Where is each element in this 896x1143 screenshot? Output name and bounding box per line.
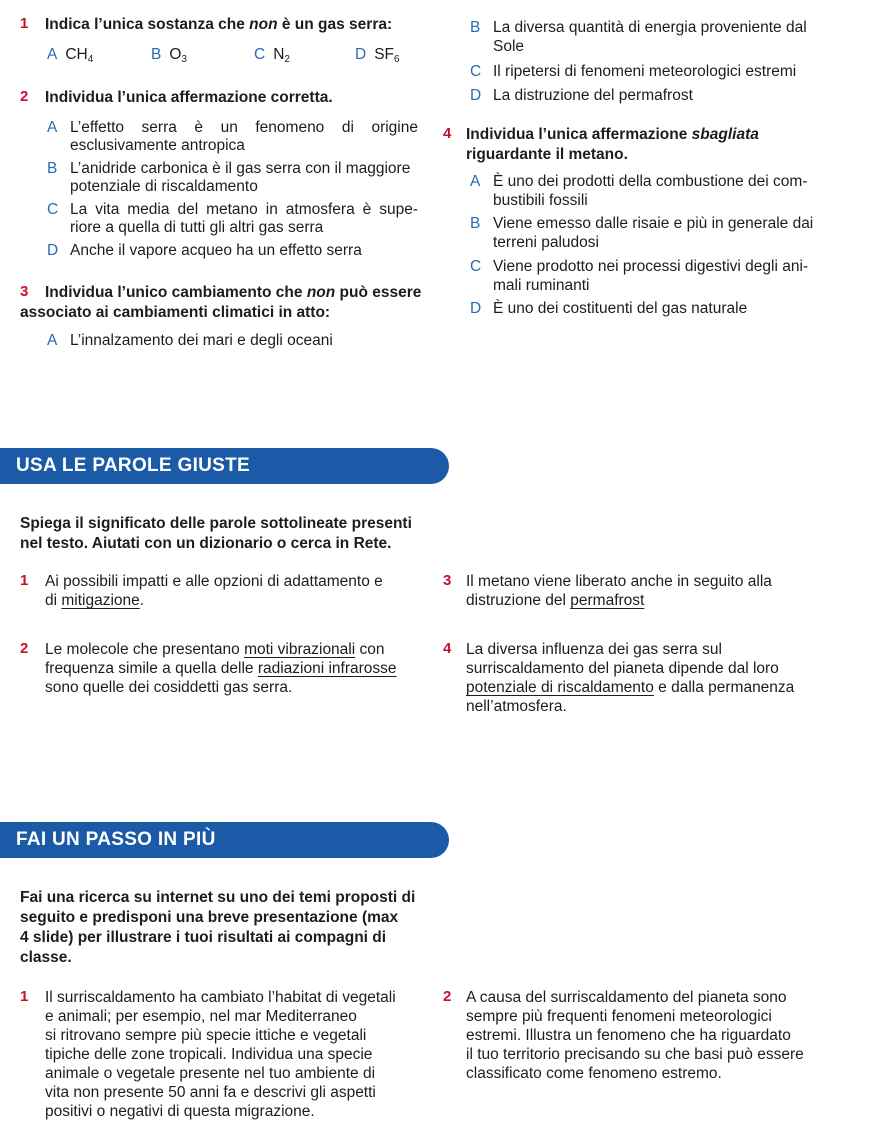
option-letter: B [47,160,58,177]
question-prompt: Individua l’unico cambiamento che non può essere [45,284,422,301]
item-text: e animali; per esempio, nel mar Mediterraneo [45,1008,357,1025]
item-text-4: nell’atmosfera. [466,698,567,715]
underlined-term: permafrost [570,592,645,609]
item-text: classificato come fenomeno estremo. [466,1065,722,1082]
option-letter: C [470,63,482,80]
item-text: tipiche delle zone tropicali. Individua una specie [45,1046,373,1063]
option-letter: C [47,201,59,218]
question-prompt: Indica l’unica sostanza che non è un gas serra: [45,16,393,33]
section-intro-2: nel testo. Aiutati con un dizionario o cerca in Rete. [20,535,392,552]
option-a-text[interactable]: L’effetto serra è un fenomeno di origine [70,119,418,136]
question-prompt: Individua l’unica affermazione corretta. [45,89,333,106]
option-letter: B [470,19,481,36]
item-text: Il metano viene liberato anche in seguito alla [466,573,772,590]
option-letter: A [47,332,58,349]
option-d[interactable]: D $SF_6$ [355,46,400,65]
option-letter: A [470,173,481,190]
underlined-term: radiazioni infrarosse [257,660,397,677]
option-b-text[interactable]: Viene emesso dalle risaie e più in generale dai [493,215,814,232]
section-intro: Spiega il significato delle parole sottolineate presenti [20,515,412,532]
option-d-text[interactable]: È uno dei costituenti del gas naturale [493,300,748,317]
item-number: 4 [443,640,452,657]
question-number: 1 [20,15,29,32]
item-text: sempre più frequenti fenomeni meteorologici [466,1008,772,1025]
item-number: 1 [20,572,29,589]
item-text: vita non presente 50 anni fa e descrivi gli aspetti [45,1084,376,1101]
section-intro-4: classe. [20,949,72,966]
option-b-text[interactable]: La diversa quantità di energia proveniente dal [493,19,807,36]
item-text: Il surriscaldamento ha cambiato l’habitat di vegetali [45,989,396,1006]
item-text: estremi. Illustra un fenomeno che ha riguardato [466,1027,791,1044]
item-text-3: potenziale di riscaldamento e dalla permanenza [466,679,795,696]
item-text-2: frequenza simile a quella delle radiazioni infrarosse [45,660,397,677]
option-b-text-2[interactable]: Sole [493,38,525,55]
item-number: 2 [20,640,29,657]
option-letter: D [47,242,59,259]
item-text: Le molecole che presentano moti vibrazionali con [45,641,385,658]
item-text-2: surriscaldamento del pianeta dipende dal loro [466,660,779,677]
option-b-text-2[interactable]: terreni paludosi [493,234,599,251]
item-number: 2 [443,988,452,1005]
question-prompt-2: associato ai cambiamenti climatici in atto: [20,304,331,321]
section-intro-2: seguito e predisponi una breve presentazione (max [20,909,399,926]
item-text: si ritrovano sempre più specie ittiche e vegetali [45,1027,367,1044]
option-c-text-2[interactable]: mali ruminanti [493,277,590,294]
item-text: il tuo territorio precisando su che basi può essere [466,1046,804,1063]
option-letter: C [470,258,482,275]
option-a-text[interactable]: È uno dei prodotti della combustione dei com- [493,173,808,190]
item-text: animale o vegetale presente nel tuo ambiente di [45,1065,376,1082]
option-letter: D [470,87,482,104]
option-c-text[interactable]: Il ripetersi di fenomeni meteorologici estremi [493,63,797,80]
section-banner: FAI UN PASSO IN PIÙ [0,822,449,858]
question-number: 2 [20,88,29,105]
option-c-text[interactable]: La vita media del metano in atmosfera è supe- [70,201,418,218]
option-b-text-2[interactable]: potenziale di riscaldamento [70,178,258,195]
option-letter: D [470,300,482,317]
section-intro: Fai una ricerca su internet su uno dei temi proposti di [20,889,416,906]
option-a-text[interactable]: L’innalzamento dei mari e degli oceani [70,332,333,349]
item-text: La diversa influenza dei gas serra sul [466,641,722,658]
option-d-text[interactable]: Anche il vapore acqueo ha un effetto serra [70,242,362,259]
question-prompt: Individua l’unica affermazione sbagliata [466,126,759,143]
item-text: positivi o negativi di questa migrazione. [45,1103,315,1120]
question-number: 3 [20,283,29,300]
option-c-text[interactable]: Viene prodotto nei processi digestivi degli ani- [493,258,809,275]
option-a-text-2[interactable]: bustibili fossili [493,192,588,209]
item-number: 1 [20,988,29,1005]
underlined-term: potenziale di riscaldamento [466,679,654,696]
item-number: 3 [443,572,452,589]
question-prompt-2: riguardante il metano. [466,146,628,163]
option-a[interactable]: A $CH_4$ [47,46,94,65]
option-letter: B [470,215,481,232]
option-a-text-2[interactable]: esclusivamente antropica [70,137,245,154]
option-letter: A [47,119,58,136]
option-b-text[interactable]: L’anidride carbonica è il gas serra con il maggiore [70,160,411,177]
question-number: 4 [443,125,452,142]
item-text: Ai possibili impatti e alle opzioni di adattamento e [45,573,383,590]
item-text-2: di mitigazione. [45,592,145,609]
item-text: A causa del surriscaldamento del pianeta sono [466,989,787,1006]
option-d-text[interactable]: La distruzione del permafrost [493,87,693,104]
item-text-3: sono quelle dei cosiddetti gas serra. [45,679,293,696]
option-b[interactable]: B $O_3$ [151,46,187,65]
option-c[interactable]: C $N_2$ [254,46,290,65]
section-banner: USA LE PAROLE GIUSTE [0,448,449,484]
option-c-text-2[interactable]: riore a quella di tutti gli altri gas serra [70,219,324,236]
section-intro-3: 4 slide) per illustrare i tuoi risultati ai compagni di [20,929,387,946]
underlined-term: moti vibrazionali [244,641,356,658]
underlined-term: mitigazione [61,592,140,609]
item-text-2: distruzione del permafrost [466,592,645,609]
